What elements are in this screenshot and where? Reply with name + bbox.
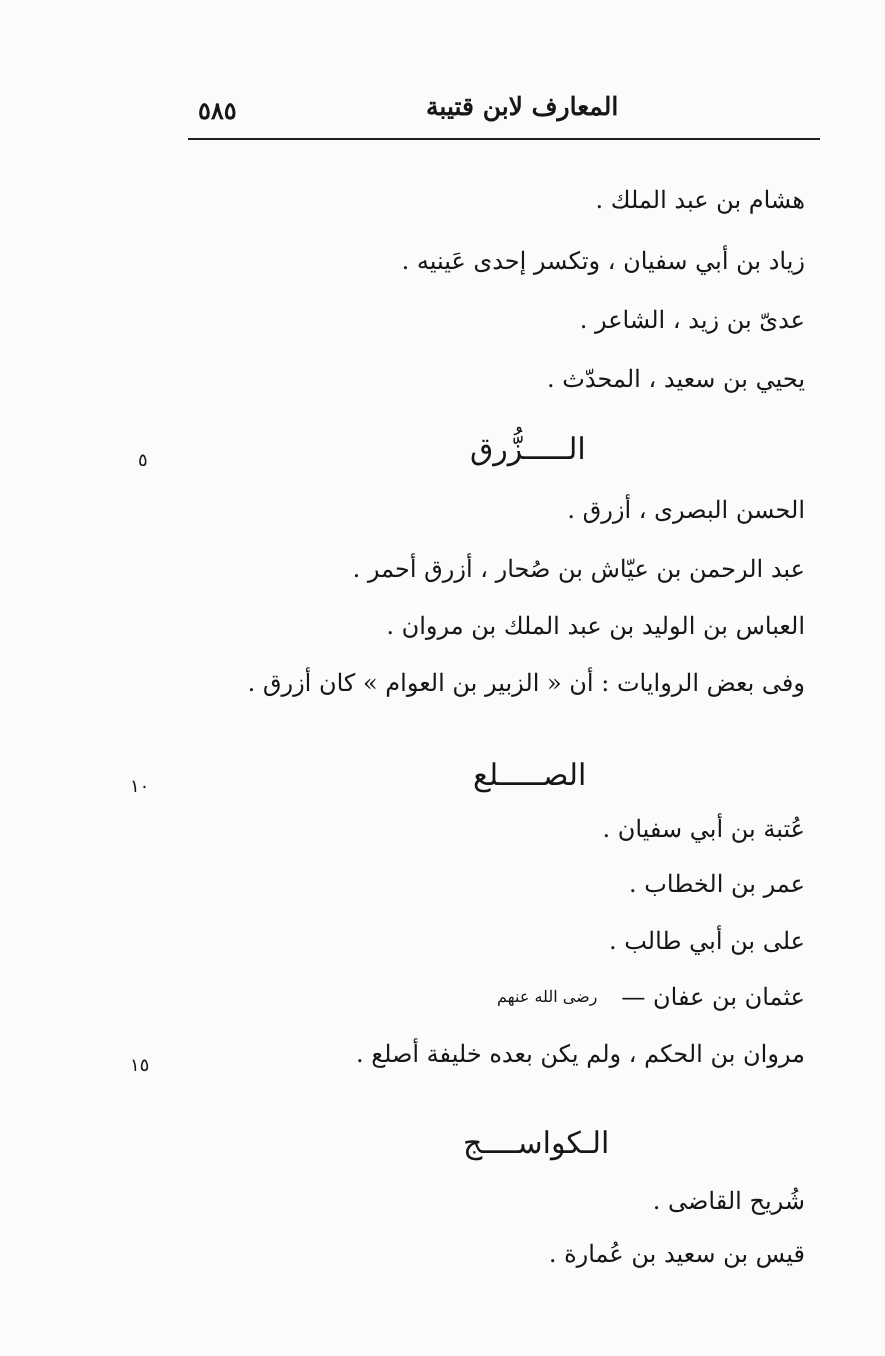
- page-number: ٥٨٥: [198, 96, 237, 125]
- text-line: الحسن البصرى ، أزرق .: [567, 496, 805, 524]
- line-number-marker: ١٠: [130, 776, 150, 797]
- section-heading: الـــــزُّرق: [470, 432, 586, 467]
- text-line: قيس بن سعيد بن عُمارة .: [548, 1240, 805, 1268]
- text-line: عمر بن الخطاب .: [629, 870, 805, 898]
- text-line: عبد الرحمن بن عيّاش بن صُحار ، أزرق أحمر .: [352, 555, 805, 583]
- section-heading: الـكواســــج: [463, 1126, 610, 1161]
- line-number-marker: ١٥: [130, 1055, 150, 1076]
- text-line: عُتبة بن أبي سفيان .: [602, 815, 805, 843]
- text-line: يحيي بن سعيد ، المحدّث .: [547, 365, 805, 393]
- text-line: [497, 983, 805, 1011]
- text-line: هشام بن عبد الملك .: [595, 186, 805, 214]
- marginal-note: رضى الله عنهم: [496, 987, 598, 1006]
- text-line-main: عثمان بن عفان —: [621, 983, 805, 1011]
- text-line: العباس بن الوليد بن عبد الملك بن مروان .: [386, 612, 805, 640]
- text-line: زياد بن أبي سفيان ، وتكسر إحدى عَينيه .: [401, 247, 805, 275]
- running-title: المعارف لابن قتيبة: [426, 92, 619, 121]
- text-line: وفى بعض الروايات : أن « الزبير بن العوام » كان أزرق .: [247, 669, 805, 697]
- text-line: عدىّ بن زيد ، الشاعر .: [579, 306, 805, 334]
- line-number-marker: ٥: [138, 450, 148, 471]
- text-line: على بن أبي طالب .: [608, 927, 805, 955]
- text-line: مروان بن الحكم ، ولم يكن بعده خليفة أصلع .: [356, 1040, 805, 1068]
- section-heading: الصـــــلع: [473, 758, 587, 793]
- page-header: [188, 92, 820, 140]
- text-line: شُريح القاضى .: [652, 1187, 805, 1215]
